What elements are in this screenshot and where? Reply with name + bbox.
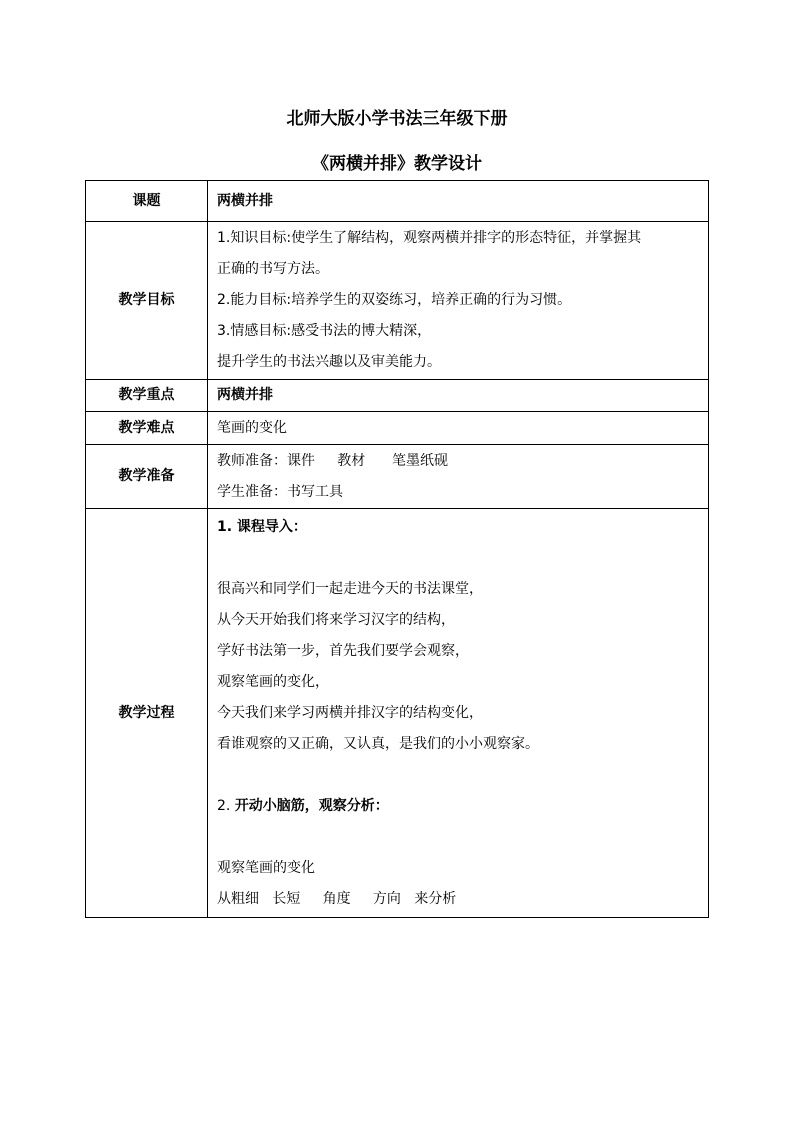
value-key-point: 两横并排 — [208, 380, 709, 412]
lesson-plan-table — [85, 180, 709, 918]
value-topic: 两横并排 — [208, 181, 709, 222]
process-section-heading: 1. 课程导入： — [217, 518, 307, 535]
label-difficulty: 教学难点 — [86, 412, 208, 445]
value-difficulty: 笔画的变化 — [208, 412, 709, 445]
process-line: 从粗细 长短 角度 方向 来分析 — [217, 890, 457, 907]
objectives-line: 2.能力目标:培养学生的双姿练习，培养正确的行为习惯。 — [217, 292, 572, 308]
row-key-point — [86, 380, 709, 412]
process-section-title: 开动小脑筋，观察分析： — [234, 797, 389, 814]
process-line: 学好书法第一步，首先我们要学会观察， — [217, 642, 469, 659]
value-objectives — [208, 222, 709, 380]
row-objectives — [86, 222, 709, 380]
objectives-line: 3.情感目标:感受书法的博大精深， — [217, 323, 432, 339]
value-process — [208, 509, 709, 918]
row-process — [86, 509, 709, 918]
value-preparation — [208, 445, 709, 509]
label-preparation: 教学准备 — [86, 445, 208, 509]
document-subtitle: 《两横并排》教学设计 — [312, 154, 482, 174]
preparation-line: 教师准备：课件 教材 笔墨纸砚 — [217, 452, 448, 469]
objectives-line: 1.知识目标:使学生了解结构，观察两横并排字的形态特征，并掌握其 — [217, 230, 642, 246]
process-line: 观察笔画的变化， — [217, 673, 329, 690]
row-topic — [86, 181, 709, 222]
label-key-point: 教学重点 — [86, 380, 208, 412]
process-line: 很高兴和同学们一起走进今天的书法课堂， — [217, 580, 483, 597]
process-line: 从今天开始我们将来学习汉字的结构， — [217, 611, 455, 628]
label-objectives: 教学目标 — [86, 222, 208, 380]
process-line: 观察笔画的变化 — [217, 859, 315, 876]
process-line: 今天我们来学习两横并排汉字的结构变化， — [217, 704, 483, 721]
row-preparation — [86, 445, 709, 509]
label-process: 教学过程 — [86, 509, 208, 918]
document-title: 北师大版小学书法三年级下册 — [286, 109, 508, 129]
label-topic: 课题 — [86, 181, 208, 222]
objectives-line: 提升学生的书法兴趣以及审美能力。 — [217, 354, 441, 370]
process-section-number: 2. — [217, 797, 235, 814]
process-line: 看谁观察的又正确，又认真，是我们的小小观察家。 — [217, 735, 539, 752]
preparation-line: 学生准备：书写工具 — [217, 483, 343, 500]
row-difficulty — [86, 412, 709, 445]
objectives-line: 正确的书写方法。 — [217, 261, 329, 277]
process-section-heading — [217, 791, 708, 822]
